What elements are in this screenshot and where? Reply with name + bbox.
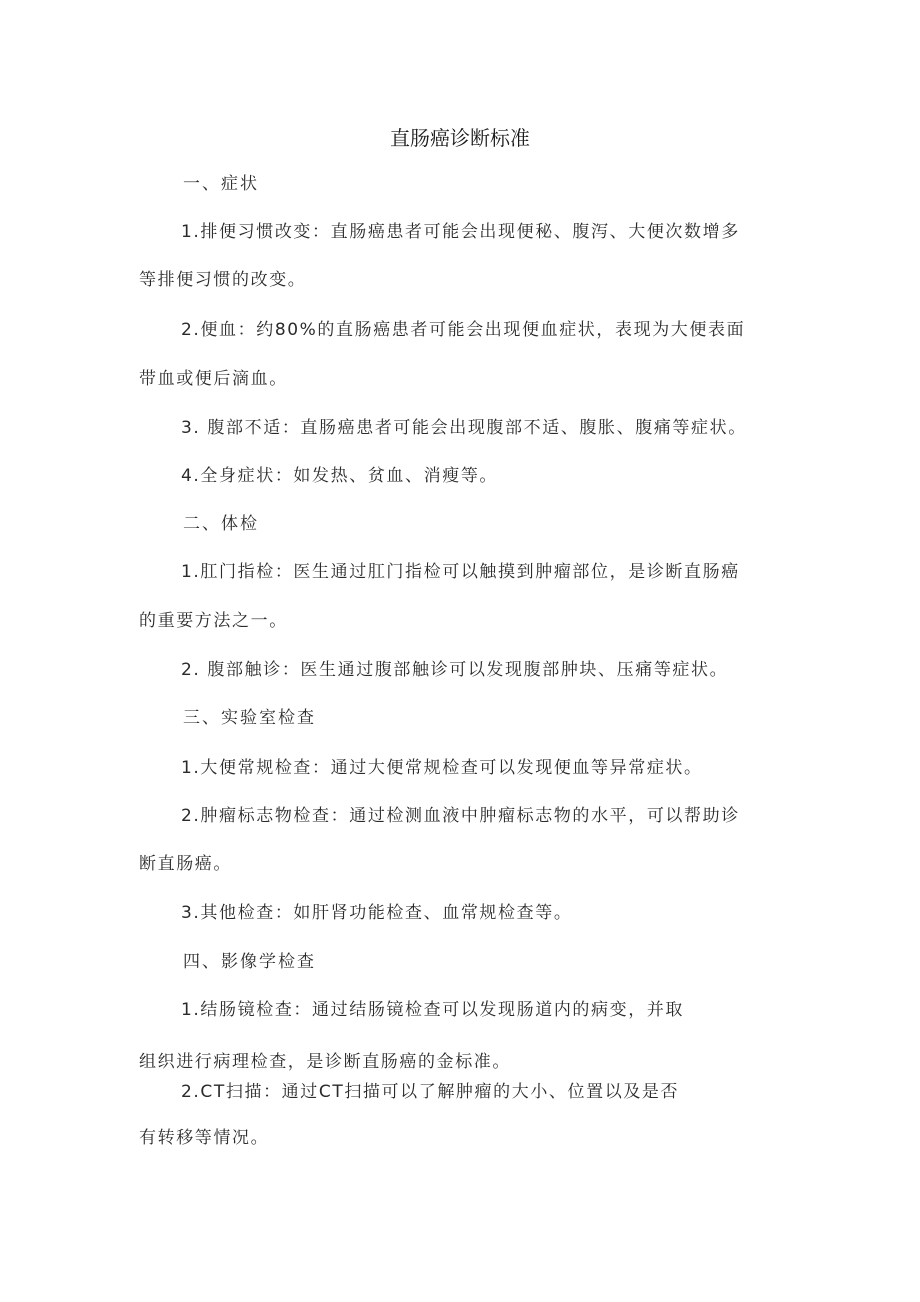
paragraph-line: 的重要方法之一。 xyxy=(139,611,288,631)
paragraph-line: 2.CT扫描：通过CT扫描可以了解肿瘤的大小、位置以及是否 xyxy=(181,1082,680,1102)
paragraph-line: 断直肠癌。 xyxy=(139,854,232,874)
paragraph-line: 3. 腹部不适：直肠癌患者可能会出现腹部不适、腹胀、腹痛等症状。 xyxy=(181,418,747,438)
section-heading-symptoms: 一、症状 xyxy=(183,174,259,194)
paragraph-line: 有转移等情况。 xyxy=(139,1128,270,1148)
section-heading-lab-tests: 三、实验室检查 xyxy=(183,708,316,728)
paragraph-line: 1.大便常规检查：通过大便常规检查可以发现便血等异常症状。 xyxy=(181,758,703,778)
section-heading-physical-exam: 二、体检 xyxy=(183,514,259,534)
paragraph-line: 2. 腹部触诊：医生通过腹部触诊可以发现腹部肿块、压痛等症状。 xyxy=(181,660,729,680)
paragraph-line: 1.肛门指检：医生通过肛门指检可以触摸到肿瘤部位，是诊断直肠癌 xyxy=(181,562,740,582)
document-title: 直肠癌诊断标准 xyxy=(390,126,530,150)
paragraph-line: 1.排便习惯改变：直肠癌患者可能会出现便秘、腹泻、大便次数增多 xyxy=(181,222,740,242)
paragraph-line: 2.肿瘤标志物检查：通过检测血液中肿瘤标志物的水平，可以帮助诊 xyxy=(181,806,740,826)
paragraph-line: 组织进行病理检查，是诊断直肠癌的金标准。 xyxy=(139,1052,511,1072)
paragraph-line: 带血或便后滴血。 xyxy=(139,369,288,389)
paragraph-line: 等排便习惯的改变。 xyxy=(139,270,307,290)
paragraph-line: 3.其他检查：如肝肾功能检查、血常规检查等。 xyxy=(181,903,573,923)
paragraph-line: 4.全身症状：如发热、贫血、消瘦等。 xyxy=(181,466,499,486)
paragraph-line: 1.结肠镜检查：通过结肠镜检查可以发现肠道内的病变，并取 xyxy=(181,1000,685,1020)
paragraph-line: 2.便血：约80%的直肠癌患者可能会出现便血症状，表现为大便表面 xyxy=(181,320,746,340)
section-heading-imaging: 四、影像学检查 xyxy=(183,952,316,972)
